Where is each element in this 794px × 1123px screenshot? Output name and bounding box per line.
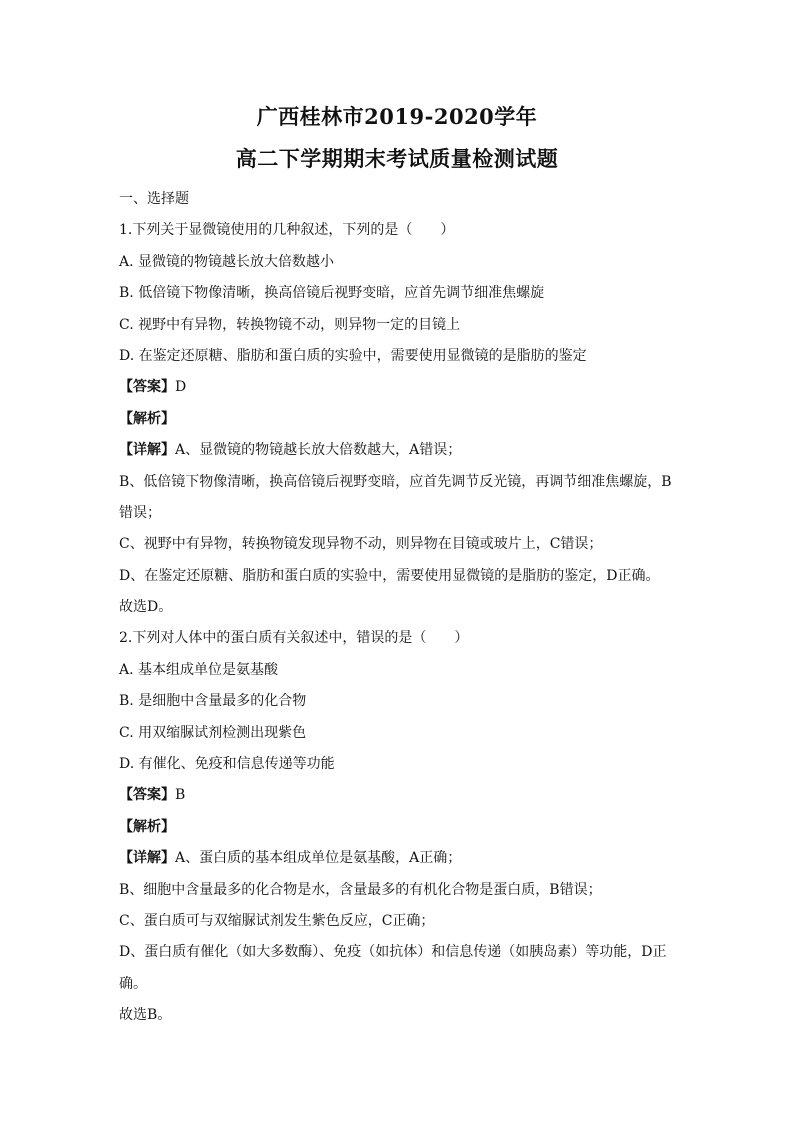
question-2-analysis-label: 【解析】: [119, 818, 175, 835]
detail-label: 【详解】: [119, 850, 175, 867]
answer-value: B: [175, 787, 186, 804]
document-title-line2: 高二下学期期末考试质量检测试题: [235, 146, 559, 171]
question-1-analysis-label: 【解析】: [119, 410, 175, 427]
question-1-option-d: D. 在鉴定还原糖、脂肪和蛋白质的实验中，需要使用显微镜的是脂肪的鉴定: [119, 347, 587, 364]
question-1-detail-line: 错误；: [119, 504, 161, 521]
answer-label: 【答案】: [119, 787, 175, 804]
question-2-detail-line: C、蛋白质可与双缩脲试剂发生紫色反应，C正确；: [119, 912, 435, 929]
question-1-detail-line: C、视野中有异物，转换物镜发现异物不动，则异物在目镜或玻片上，C错误；: [119, 536, 603, 553]
question-2-detail-line: B、细胞中含量最多的化合物是水，含量最多的有机化合物是蛋白质，B错误；: [119, 881, 602, 898]
question-2-detail-line: 确。: [119, 975, 147, 992]
question-2-answer: [119, 780, 679, 811]
question-1-option-a: A. 显微镜的物镜越长放大倍数越小: [119, 253, 335, 270]
section-heading: 一、选择题: [119, 191, 189, 207]
question-2-conclusion: 故选B。: [119, 1007, 172, 1024]
question-1-answer: [119, 372, 679, 403]
answer-value: D: [175, 379, 187, 396]
question-2: [119, 623, 679, 1031]
question-2-option-b: B. 是细胞中含量最多的化合物: [119, 693, 307, 710]
question-1-conclusion: 故选D。: [119, 599, 173, 616]
question-2-option-c: C. 用双缩脲试剂检测出现紫色: [119, 724, 307, 741]
question-1-option-b: B. 低倍镜下物像清晰，换高倍镜后视野变暗，应首先调节细准焦螺旋: [119, 285, 545, 302]
question-1-detail-line: [119, 435, 679, 466]
question-2-detail-line: D、蛋白质有催化（如大多数酶）、免疫（如抗体）和信息传递（如胰岛素）等功能，D正: [119, 944, 667, 961]
question-1-detail-line: B、低倍镜下物像清晰，换高倍镜后视野变暗，应首先调节反光镜，再调节细准焦螺旋，B: [119, 473, 672, 490]
document-body: [119, 184, 679, 1032]
question-2-detail-line: [119, 843, 679, 874]
detail-text: A、显微镜的物镜越长放大倍数越大，A错误；: [175, 442, 462, 459]
document-title-line1: 广西桂林市2019-2020学年: [256, 104, 538, 129]
answer-label: 【答案】: [119, 379, 175, 396]
question-2-option-d: D. 有催化、免疫和信息传递等功能: [119, 756, 335, 773]
question-1-detail-line: D、在鉴定还原糖、脂肪和蛋白质的实验中，需要使用显微镜的是脂肪的鉴定，D正确。: [119, 567, 660, 584]
detail-label: 【详解】: [119, 442, 175, 459]
question-1-option-c: C. 视野中有异物，转换物镜不动，则异物一定的目镜上: [119, 316, 461, 333]
question-1: [119, 215, 679, 623]
detail-text: A、蛋白质的基本组成单位是氨基酸，A正确；: [175, 850, 462, 867]
question-1-stem: 1.下列关于显微镜使用的几种叙述，下列的是（ ）: [119, 222, 455, 239]
question-2-option-a: A. 基本组成单位是氨基酸: [119, 661, 279, 678]
question-2-stem: 2.下列对人体中的蛋白质有关叙述中，错误的是（ ）: [119, 630, 469, 647]
